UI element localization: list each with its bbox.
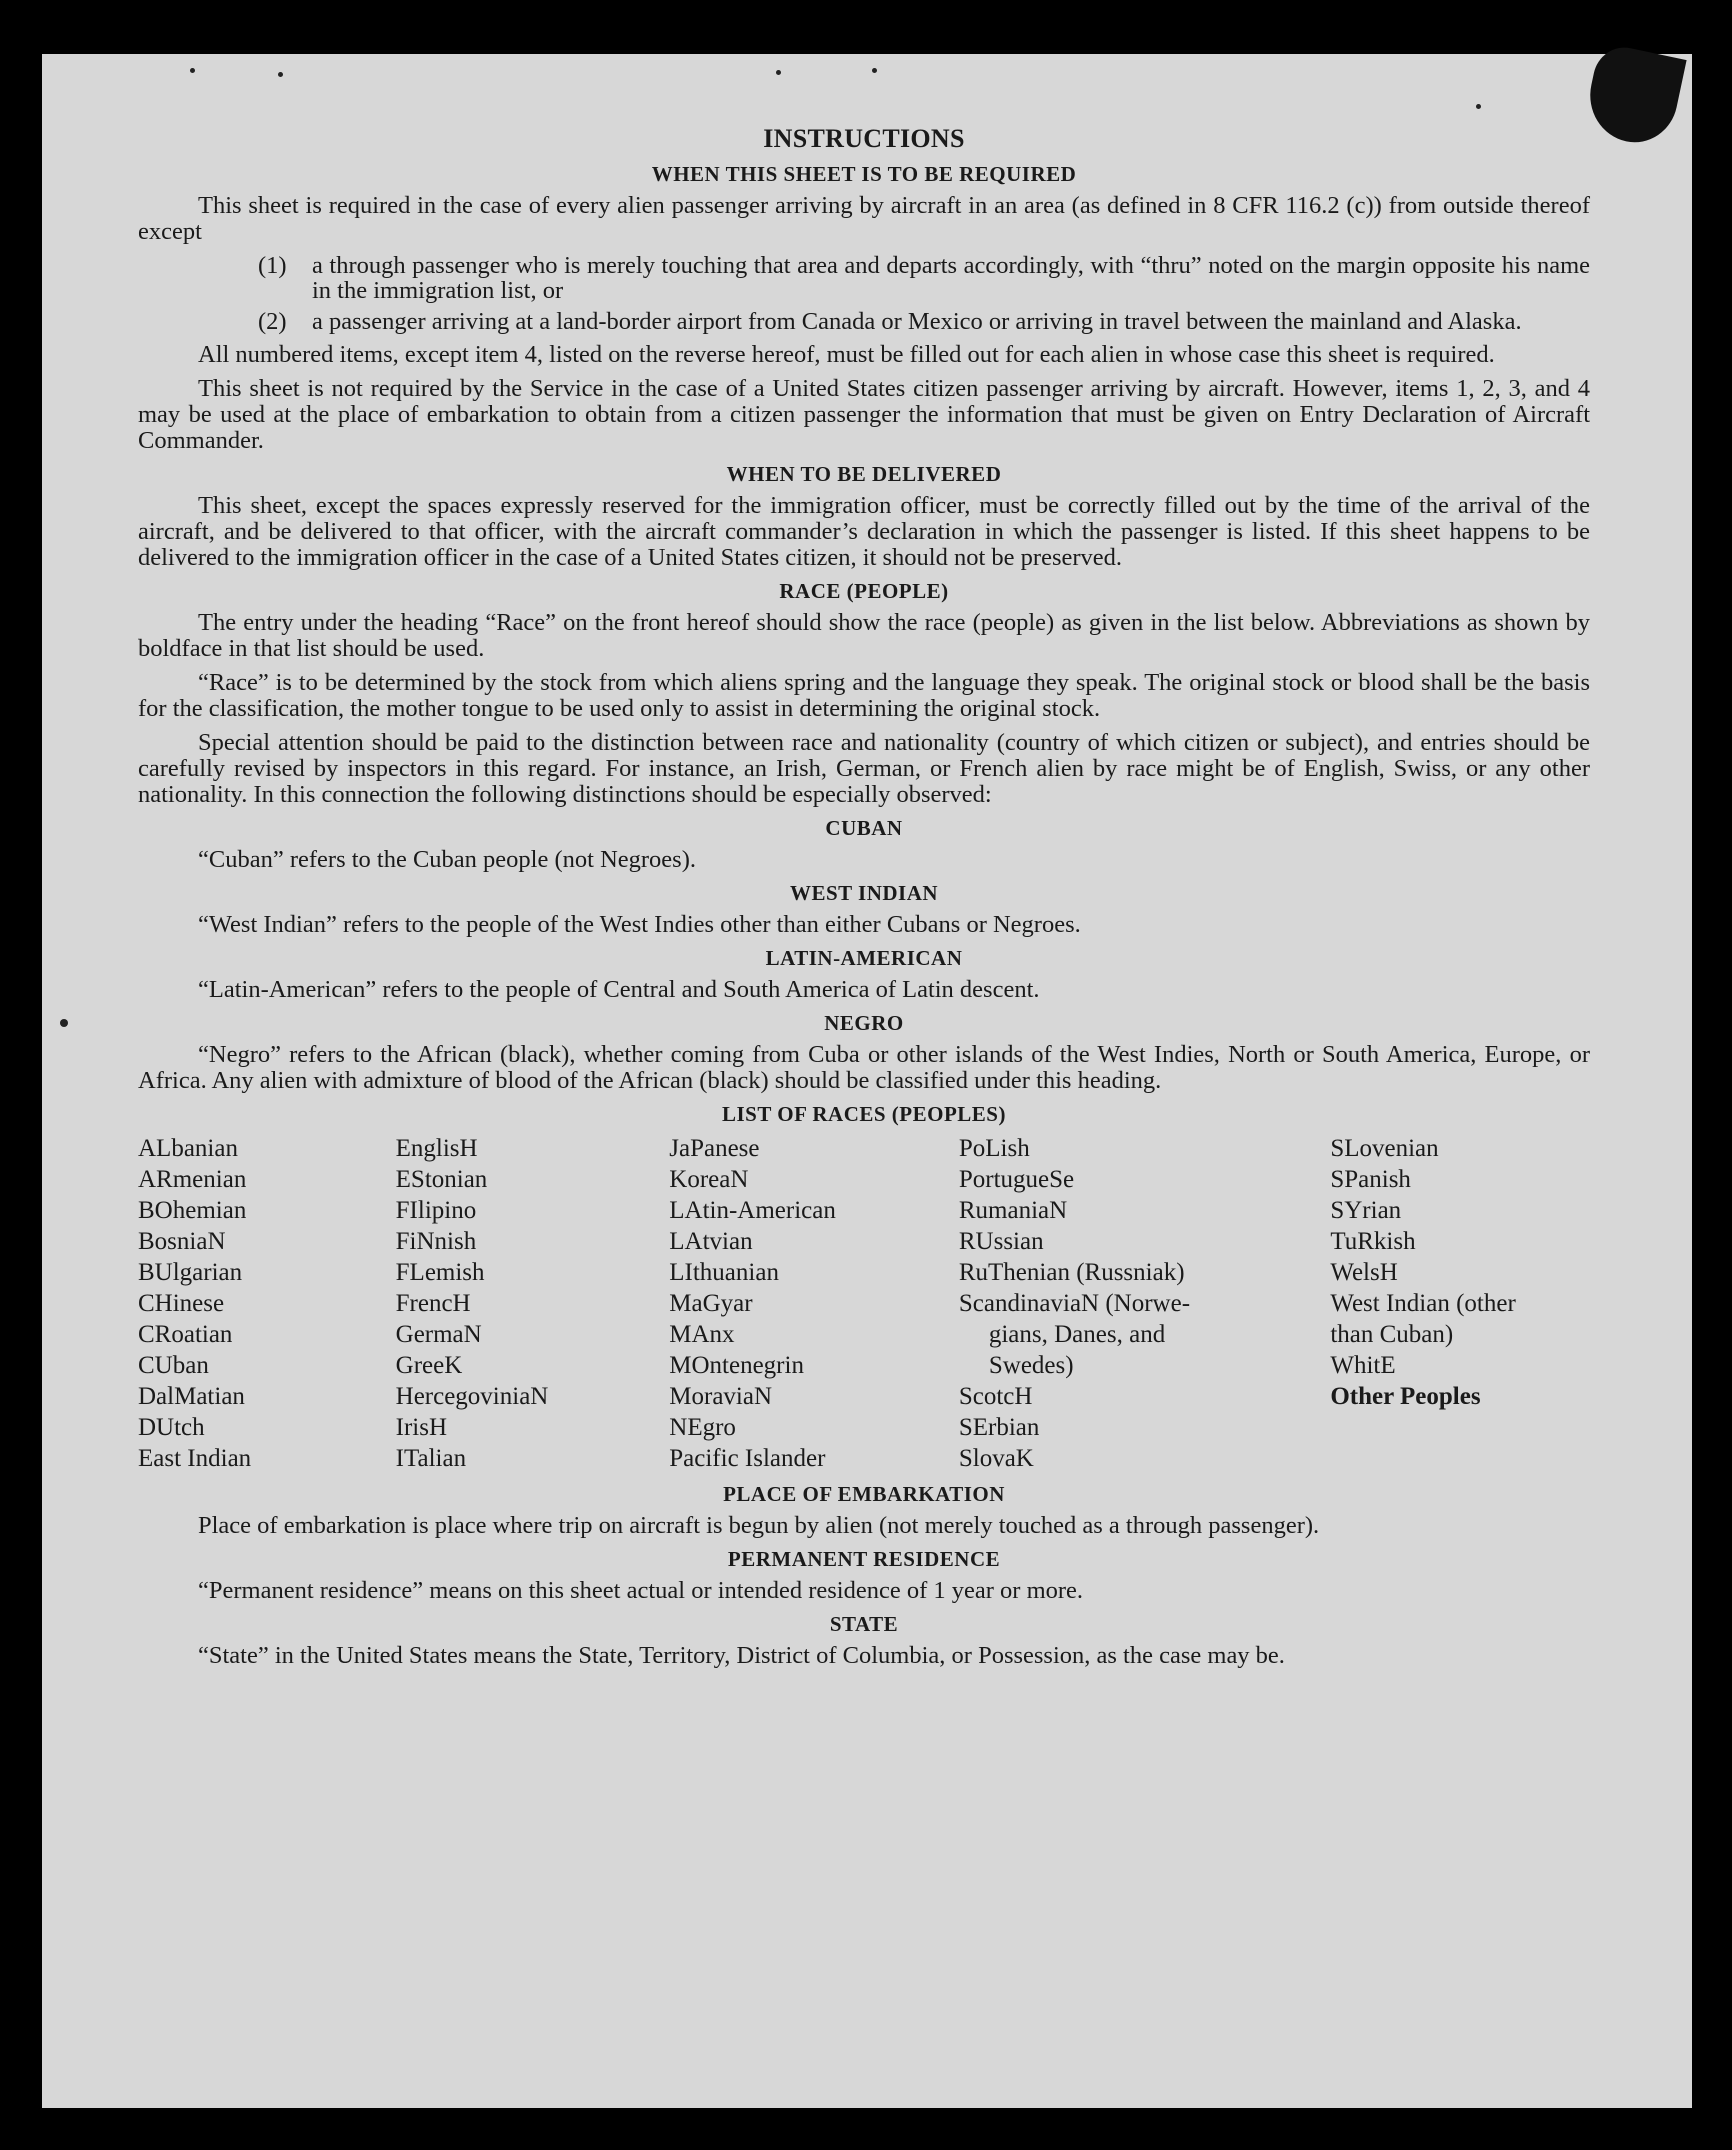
race-entry: LAtin-American bbox=[669, 1197, 836, 1224]
race-entry: ALbanian bbox=[138, 1135, 238, 1162]
paragraph: Place of embarkation is place where trip on aircraft is begun by alien (not merely touched as a through passenger). bbox=[198, 1512, 1320, 1539]
heading-cuban: CUBAN bbox=[825, 816, 903, 840]
speck bbox=[776, 70, 781, 75]
race-entry: Pacific Islander bbox=[669, 1445, 826, 1472]
speck bbox=[190, 68, 195, 73]
race-entry: SlovaK bbox=[958, 1445, 1034, 1472]
race-entry: BOhemian bbox=[138, 1197, 247, 1224]
race-entry: ScotcH bbox=[958, 1383, 1033, 1410]
race-entry: Swedes) bbox=[988, 1352, 1074, 1379]
race-entry: EnglisH bbox=[395, 1135, 478, 1162]
race-entry: SPanish bbox=[1330, 1166, 1411, 1193]
race-entry: RuThenian (Russniak) bbox=[958, 1259, 1185, 1286]
race-entry: DUtch bbox=[138, 1414, 205, 1441]
race-entry: FiNnish bbox=[395, 1228, 477, 1255]
race-entry: PoLish bbox=[958, 1135, 1030, 1162]
heading-list-of-races: LIST OF RACES (PEOPLES) bbox=[722, 1102, 1006, 1126]
paragraph: “Cuban” refers to the Cuban people (not Negroes). bbox=[198, 846, 696, 873]
heading-state: STATE bbox=[829, 1612, 899, 1636]
page-title: INSTRUCTIONS bbox=[763, 124, 965, 153]
heading-negro: NEGRO bbox=[824, 1011, 904, 1035]
paragraph: “State” in the United States means the State, Territory, District of Columbia, or Possession, as the case may be. bbox=[198, 1642, 1285, 1669]
race-entry: than Cuban) bbox=[1330, 1321, 1454, 1348]
race-entry: MoraviaN bbox=[669, 1383, 773, 1410]
ink-stain bbox=[1581, 42, 1686, 150]
races-column bbox=[669, 1133, 959, 1474]
paragraph: Special attention should be paid to the distinction between race and nationality (country of which citizen or subject), and entries should be carefully revised by inspectors in this regard. For instance, an Irish, German, or French alien by race might be of English, Swiss, or any other nationality. In this connection the following distinctions should be especially observed: bbox=[138, 729, 1590, 808]
list-item bbox=[258, 309, 1590, 334]
race-entry: FLemish bbox=[395, 1259, 485, 1286]
heading-when-required: WHEN THIS SHEET IS TO BE REQUIRED bbox=[651, 162, 1077, 186]
paragraph: This sheet is required in the case of every alien passenger arriving by aircraft in an area (as defined in 8 CFR 116.2 (c)) from outside thereof except bbox=[138, 192, 1590, 245]
race-entry: DalMatian bbox=[138, 1383, 245, 1410]
item-number: (2) bbox=[258, 308, 287, 335]
race-entry: MAnx bbox=[669, 1321, 735, 1348]
paragraph: This sheet, except the spaces expressly reserved for the immigration officer, must be correctly filled out by the time of the arrival of the aircraft, and be delivered to that officer, with the aircraft commander’s declaration in which the passenger is listed. If this sheet happens to be delivered to the immigration officer in the case of a United States citizen, it should not be preserved. bbox=[138, 492, 1590, 571]
paragraph: “Latin-American” refers to the people of Central and South America of Latin descent. bbox=[198, 976, 1040, 1003]
item-number: (1) bbox=[258, 252, 287, 279]
race-entry: GermaN bbox=[395, 1321, 482, 1348]
paragraph: “Race” is to be determined by the stock from which aliens spring and the language they speak. The original stock or blood shall be the basis for the classification, the mother tongue to be used only to assist in determining the original stock. bbox=[138, 669, 1590, 722]
race-entry: SErbian bbox=[958, 1414, 1040, 1441]
exception-list bbox=[138, 253, 1590, 334]
race-entry: Other Peoples bbox=[1330, 1383, 1481, 1410]
race-entry: TuRkish bbox=[1330, 1228, 1416, 1255]
race-entry: LAtvian bbox=[669, 1228, 753, 1255]
race-entry: ITalian bbox=[395, 1445, 467, 1472]
race-entry: MaGyar bbox=[669, 1290, 753, 1317]
speck bbox=[1476, 104, 1481, 109]
race-entry: FIlipino bbox=[395, 1197, 477, 1224]
race-entry: SYrian bbox=[1330, 1197, 1402, 1224]
race-entry: gians, Danes, and bbox=[988, 1321, 1166, 1348]
race-entry: RumaniaN bbox=[958, 1197, 1068, 1224]
race-entry: West Indian (other bbox=[1330, 1290, 1516, 1317]
list-item bbox=[258, 253, 1590, 303]
race-entry: East Indian bbox=[138, 1445, 252, 1472]
paragraph: The entry under the heading “Race” on the front hereof should show the race (people) as given in the list below. Abbreviations as shown by boldface in that list should be used. bbox=[138, 609, 1590, 662]
race-entry: ARmenian bbox=[138, 1166, 247, 1193]
heading-west-indian: WEST INDIAN bbox=[789, 881, 939, 905]
paragraph: “Permanent residence” means on this sheet actual or intended residence of 1 year or more. bbox=[198, 1577, 1084, 1604]
race-entry: MOntenegrin bbox=[669, 1352, 804, 1379]
speck bbox=[872, 68, 877, 73]
race-entry: RUssian bbox=[958, 1228, 1044, 1255]
race-entry: EStonian bbox=[395, 1166, 488, 1193]
paragraph: “West Indian” refers to the people of the West Indies other than either Cubans or Negroes. bbox=[198, 911, 1081, 938]
item-text: a through passenger who is merely touching that area and departs accordingly, with “thru” noted on the margin opposite his name in the immigration list, or bbox=[312, 252, 1590, 304]
race-entry: BUlgarian bbox=[138, 1259, 243, 1286]
race-entry: IrisH bbox=[395, 1414, 448, 1441]
race-entry: WhitE bbox=[1330, 1352, 1396, 1379]
race-entry: JaPanese bbox=[669, 1135, 760, 1162]
race-entry: PortugueSe bbox=[958, 1166, 1075, 1193]
race-entry: LIthuanian bbox=[669, 1259, 779, 1286]
races-column bbox=[959, 1133, 1330, 1474]
paragraph: All numbered items, except item 4, listed on the reverse hereof, must be filled out for each alien in whose case this sheet is required. bbox=[198, 341, 1495, 368]
races-table bbox=[138, 1133, 1590, 1474]
race-entry: KoreaN bbox=[669, 1166, 749, 1193]
race-entry: NEgro bbox=[669, 1414, 736, 1441]
race-entry: GreeK bbox=[395, 1352, 463, 1379]
race-entry: BosniaN bbox=[138, 1228, 226, 1255]
heading-race: RACE (PEOPLE) bbox=[779, 579, 949, 603]
heading-latin-american: LATIN-AMERICAN bbox=[765, 946, 963, 970]
races-column bbox=[138, 1133, 396, 1474]
race-entry: WelsH bbox=[1330, 1259, 1398, 1286]
race-entry: CHinese bbox=[138, 1290, 225, 1317]
races-column bbox=[396, 1133, 670, 1474]
heading-permanent-residence: PERMANENT RESIDENCE bbox=[727, 1547, 1001, 1571]
race-entry: CRoatian bbox=[138, 1321, 233, 1348]
race-entry: CUban bbox=[138, 1352, 209, 1379]
paragraph: This sheet is not required by the Service in the case of a United States citizen passenger arriving by aircraft. However, items 1, 2, 3, and 4 may be used at the place of embarkation to obtain from a citizen passenger the information that must be given on Entry Declaration of Aircraft Commander. bbox=[138, 375, 1590, 454]
race-entry: SLovenian bbox=[1330, 1135, 1439, 1162]
speck bbox=[278, 72, 283, 77]
heading-place-of-embarkation: PLACE OF EMBARKATION bbox=[723, 1482, 1005, 1506]
paragraph: “Negro” refers to the African (black), whether coming from Cuba or other islands of the West Indies, North or South America, Europe, or Africa. Any alien with admixture of blood of the African (black) should be classified under this heading. bbox=[138, 1041, 1590, 1094]
document-page bbox=[42, 54, 1692, 2108]
race-entry: ScandinaviaN (Norwe- bbox=[958, 1290, 1191, 1317]
speck bbox=[60, 1019, 68, 1027]
heading-when-delivered: WHEN TO BE DELIVERED bbox=[726, 462, 1002, 486]
race-entry: HercegoviniaN bbox=[395, 1383, 549, 1410]
item-text: a passenger arriving at a land-border airport from Canada or Mexico or arriving in travel between the mainland and Alaska. bbox=[312, 308, 1522, 335]
races-column bbox=[1330, 1133, 1590, 1474]
race-entry: FrencH bbox=[395, 1290, 471, 1317]
